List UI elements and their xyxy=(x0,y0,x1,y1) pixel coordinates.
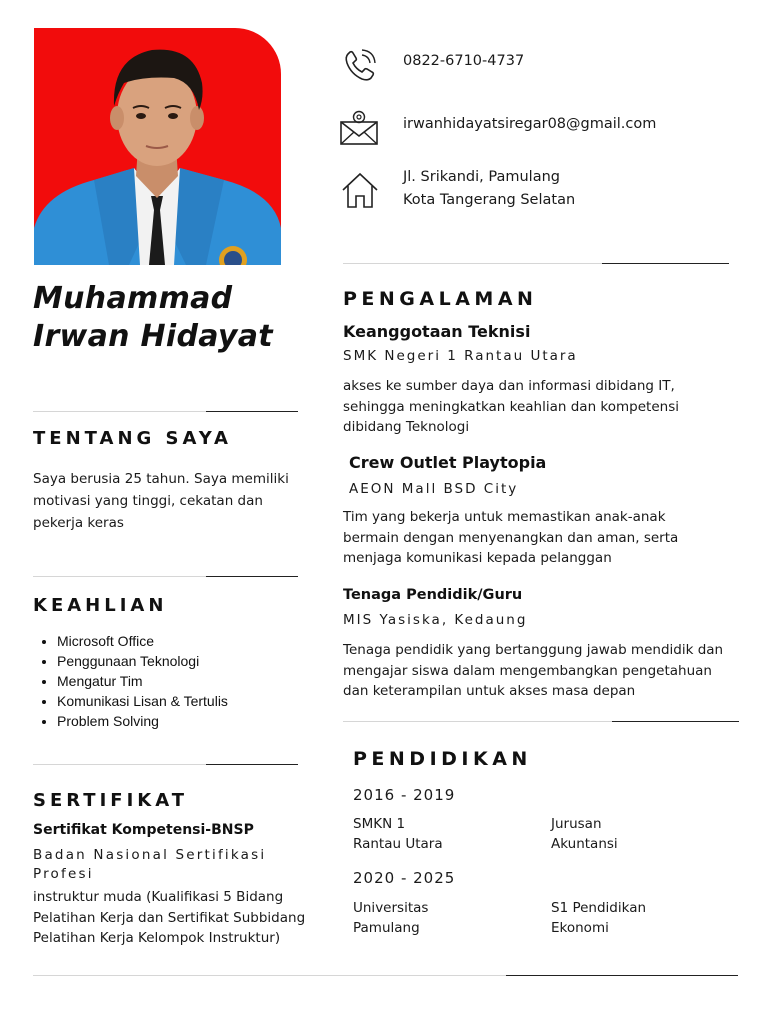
skills-heading: KEAHLIAN xyxy=(33,595,168,616)
job-title: Tenaga Pendidik/Guru xyxy=(343,587,523,603)
divider-accent xyxy=(506,975,738,976)
education-heading: PENDIDIKAN xyxy=(353,748,532,770)
address-line1: Jl. Srikandi, Pamulang xyxy=(403,169,560,185)
email-address[interactable]: irwanhidayatsiregar08@gmail.com xyxy=(403,116,657,132)
first-name: Muhammad xyxy=(33,281,233,316)
school-name-line2: Pamulang xyxy=(353,920,420,936)
job-org: AEON Mall BSD City xyxy=(349,481,519,497)
about-text: Saya berusia 25 tahun. Saya memiliki motivasi yang tinggi, cekatan dan pekerja keras xyxy=(33,471,289,531)
divider-accent xyxy=(206,764,298,765)
person-portrait xyxy=(34,28,281,265)
experience-heading: PENGALAMAN xyxy=(343,288,538,310)
certificate-title: Sertifikat Kompetensi-BNSP xyxy=(33,822,254,838)
job-title: Keanggotaan Teknisi xyxy=(343,322,531,341)
divider-accent xyxy=(602,263,729,264)
home-icon xyxy=(340,170,380,210)
phone-number[interactable]: 0822-6710-4737 xyxy=(403,53,525,69)
job-description: Tim yang bekerja untuk memastikan anak-anak bermain dengan menyenangkan dan aman, serta menjaga komunikasi kepada pelanggan xyxy=(343,509,679,566)
major-line2: Akuntansi xyxy=(551,836,618,852)
skill-item: • Microsoft Office xyxy=(57,631,228,651)
skill-item: • Penggunaan Teknologi xyxy=(57,651,228,671)
education-years: 2016 - 2019 xyxy=(353,786,456,804)
phone-icon xyxy=(340,45,380,85)
certificate-description: instruktur muda (Kualifikasi 5 Bidang Pelatihan Kerja dan Sertifikat Subbidang Pelatihan Kerja Kelompok Instruktur) xyxy=(33,889,306,946)
skill-item: • Problem Solving xyxy=(57,711,228,731)
divider-accent xyxy=(206,411,298,412)
about-heading: TENTANG SAYA xyxy=(33,428,232,449)
school-name-line1: SMKN 1 xyxy=(353,816,406,832)
certificate-issuer-line1: Badan Nasional Sertifikasi xyxy=(33,847,267,863)
last-name: Irwan Hidayat xyxy=(33,319,273,354)
job-org: MIS Yasiska, Kedaung xyxy=(343,612,528,628)
job-description: akses ke sumber daya dan informasi dibidang IT, sehingga meningkatkan keahlian dan kompetensi dibidang Teknologi xyxy=(343,378,679,435)
education-years: 2020 - 2025 xyxy=(353,869,456,887)
school-name-line1: Universitas xyxy=(353,900,429,916)
divider-accent xyxy=(612,721,739,722)
job-description: Tenaga pendidik yang bertanggung jawab mendidik dan mengajar siswa dalam mengembangkan pengetahuan dan keterampilan untuk akses masa depan xyxy=(343,642,724,699)
skill-item: • Komunikasi Lisan & Tertulis xyxy=(57,691,228,711)
candidate-name xyxy=(33,280,333,356)
skill-item: • Mengatur Tim xyxy=(57,671,228,691)
certificate-issuer-line2: Profesi xyxy=(33,866,94,882)
major-line1: S1 Pendidikan xyxy=(551,900,647,916)
job-org: SMK Negeri 1 Rantau Utara xyxy=(343,348,578,364)
address-line2: Kota Tangerang Selatan xyxy=(403,192,576,208)
profile-photo xyxy=(34,28,281,265)
major-line2: Ekonomi xyxy=(551,920,609,936)
certificate-heading: SERTIFIKAT xyxy=(33,790,189,811)
job-title: Crew Outlet Playtopia xyxy=(349,453,547,472)
major-line1: Jurusan xyxy=(551,816,602,832)
divider-accent xyxy=(206,576,298,577)
skills-list xyxy=(40,631,228,731)
school-name-line2: Rantau Utara xyxy=(353,836,443,852)
email-icon xyxy=(338,108,378,148)
